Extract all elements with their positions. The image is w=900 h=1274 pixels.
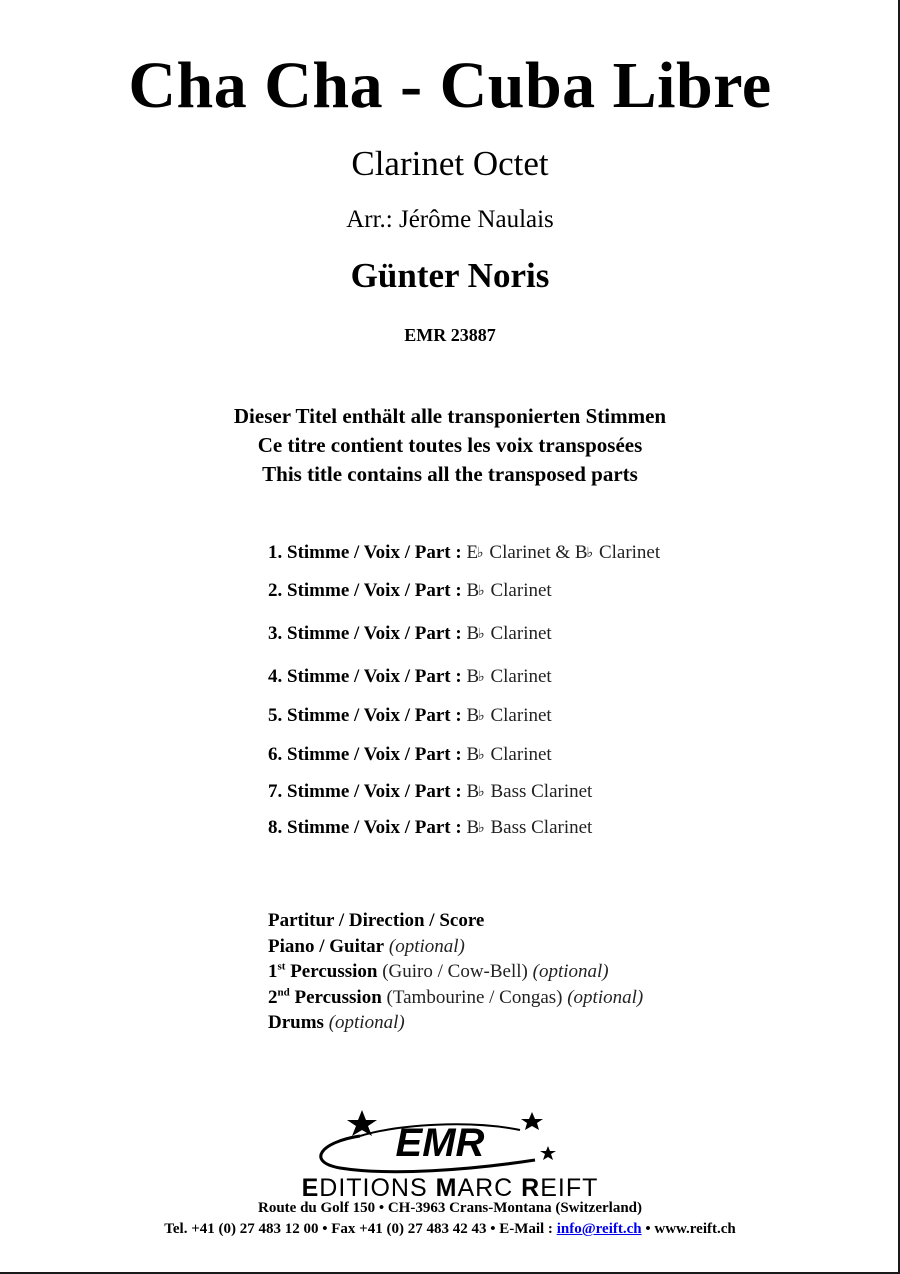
instrument-name: Clarinet & [484,542,575,563]
part-row [268,816,592,841]
catalog-number: EMR 23887 [404,325,496,345]
flat-icon: ♭ [478,709,485,724]
flat-icon: ♭ [478,748,485,763]
instrument-name: Clarinet [485,705,552,726]
part-row [268,579,552,604]
part-row [268,541,660,566]
note-letter: B [574,542,588,563]
part-instrument [466,580,551,601]
instrument-name: Clarinet [485,744,552,765]
instrument-name: Clarinet [485,623,552,644]
part-label: 1. Stimme / Voix / Part : [268,542,467,563]
email-link[interactable]: info@reift.ch [556,1221,642,1237]
part-row [268,622,552,647]
instrument-name: Clarinet [485,580,552,601]
note-letter: B [466,744,480,765]
part-label: 7. Stimme / Voix / Part : [268,781,467,802]
part-label: 8. Stimme / Voix / Part : [268,817,467,838]
flat-icon: ♭ [478,584,485,599]
emr-logo [300,1106,570,1176]
part-instrument [466,744,551,765]
note-letter: E [466,542,479,563]
part-label: 3. Stimme / Voix / Part : [268,623,467,644]
publisher-name: EDITIONS MARC REIFT [301,1174,599,1202]
subtitle: Clarinet Octet [351,144,549,183]
publisher-contact: Tel. +41 (0) 27 483 12 00 • Fax +41 (0) 27 483 42 43 • E-Mail : info@reift.ch • www.reift.ch [164,1221,736,1237]
notice-french: Ce titre contient toutes les voix transposées [257,433,643,457]
note-letter: B [466,705,480,726]
note-letter: B [466,666,480,687]
note-letter: B [466,623,480,644]
part-label: 6. Stimme / Voix / Part : [268,744,467,765]
note-letter: B [466,817,480,838]
flat-icon: ♭ [477,546,484,561]
part-row [268,665,552,690]
part-label: 2. Stimme / Voix / Part : [268,580,467,601]
notice-german: Dieser Titel enthält alle transponierten Stimmen [233,404,667,428]
instrument-name: Clarinet [594,542,661,563]
flat-icon: ♭ [478,627,485,642]
arranger: Arr.: Jérôme Naulais [346,206,554,233]
flat-icon: ♭ [478,821,485,836]
notice-english: This title contains all the transposed parts [262,462,638,486]
part-label: 4. Stimme / Voix / Part : [268,666,467,687]
extra-score: Partitur / Direction / Score [268,910,485,931]
note-letter: B [466,580,480,601]
part-instrument [466,817,592,838]
part-instrument [466,623,551,644]
flat-icon: ♭ [478,670,485,685]
transposed-parts-notice [0,402,900,489]
part-row [268,743,552,768]
part-row [268,780,592,805]
instrument-name: Bass Clarinet [485,781,593,802]
publisher-address: Route du Golf 150 • CH-3963 Crans-Montana (Switzerland) [258,1200,642,1216]
part-instrument [466,542,660,563]
instrument-name: Bass Clarinet [485,817,593,838]
part-instrument [466,666,551,687]
part-instrument [466,705,551,726]
note-letter: B [466,781,480,802]
extra-percussion-2: 2nd Percussion (Tambourine / Congas) (optional) [268,986,644,1008]
extra-percussion-1: 1st Percussion (Guiro / Cow-Bell) (optional) [268,960,609,982]
logo-text: EMR [395,1121,485,1165]
extra-drums: Drums (optional) [268,1012,405,1033]
extra-piano: Piano / Guitar (optional) [268,935,465,957]
part-label: 5. Stimme / Voix / Part : [268,705,467,726]
instrument-name: Clarinet [485,666,552,687]
flat-icon: ♭ [586,546,594,561]
part-row [268,704,552,729]
part-instrument [466,781,592,802]
composer: Günter Noris [350,256,550,295]
extra-parts-list [268,908,643,1036]
flat-icon: ♭ [478,785,485,800]
page-title: Cha Cha - Cuba Libre [128,49,772,122]
